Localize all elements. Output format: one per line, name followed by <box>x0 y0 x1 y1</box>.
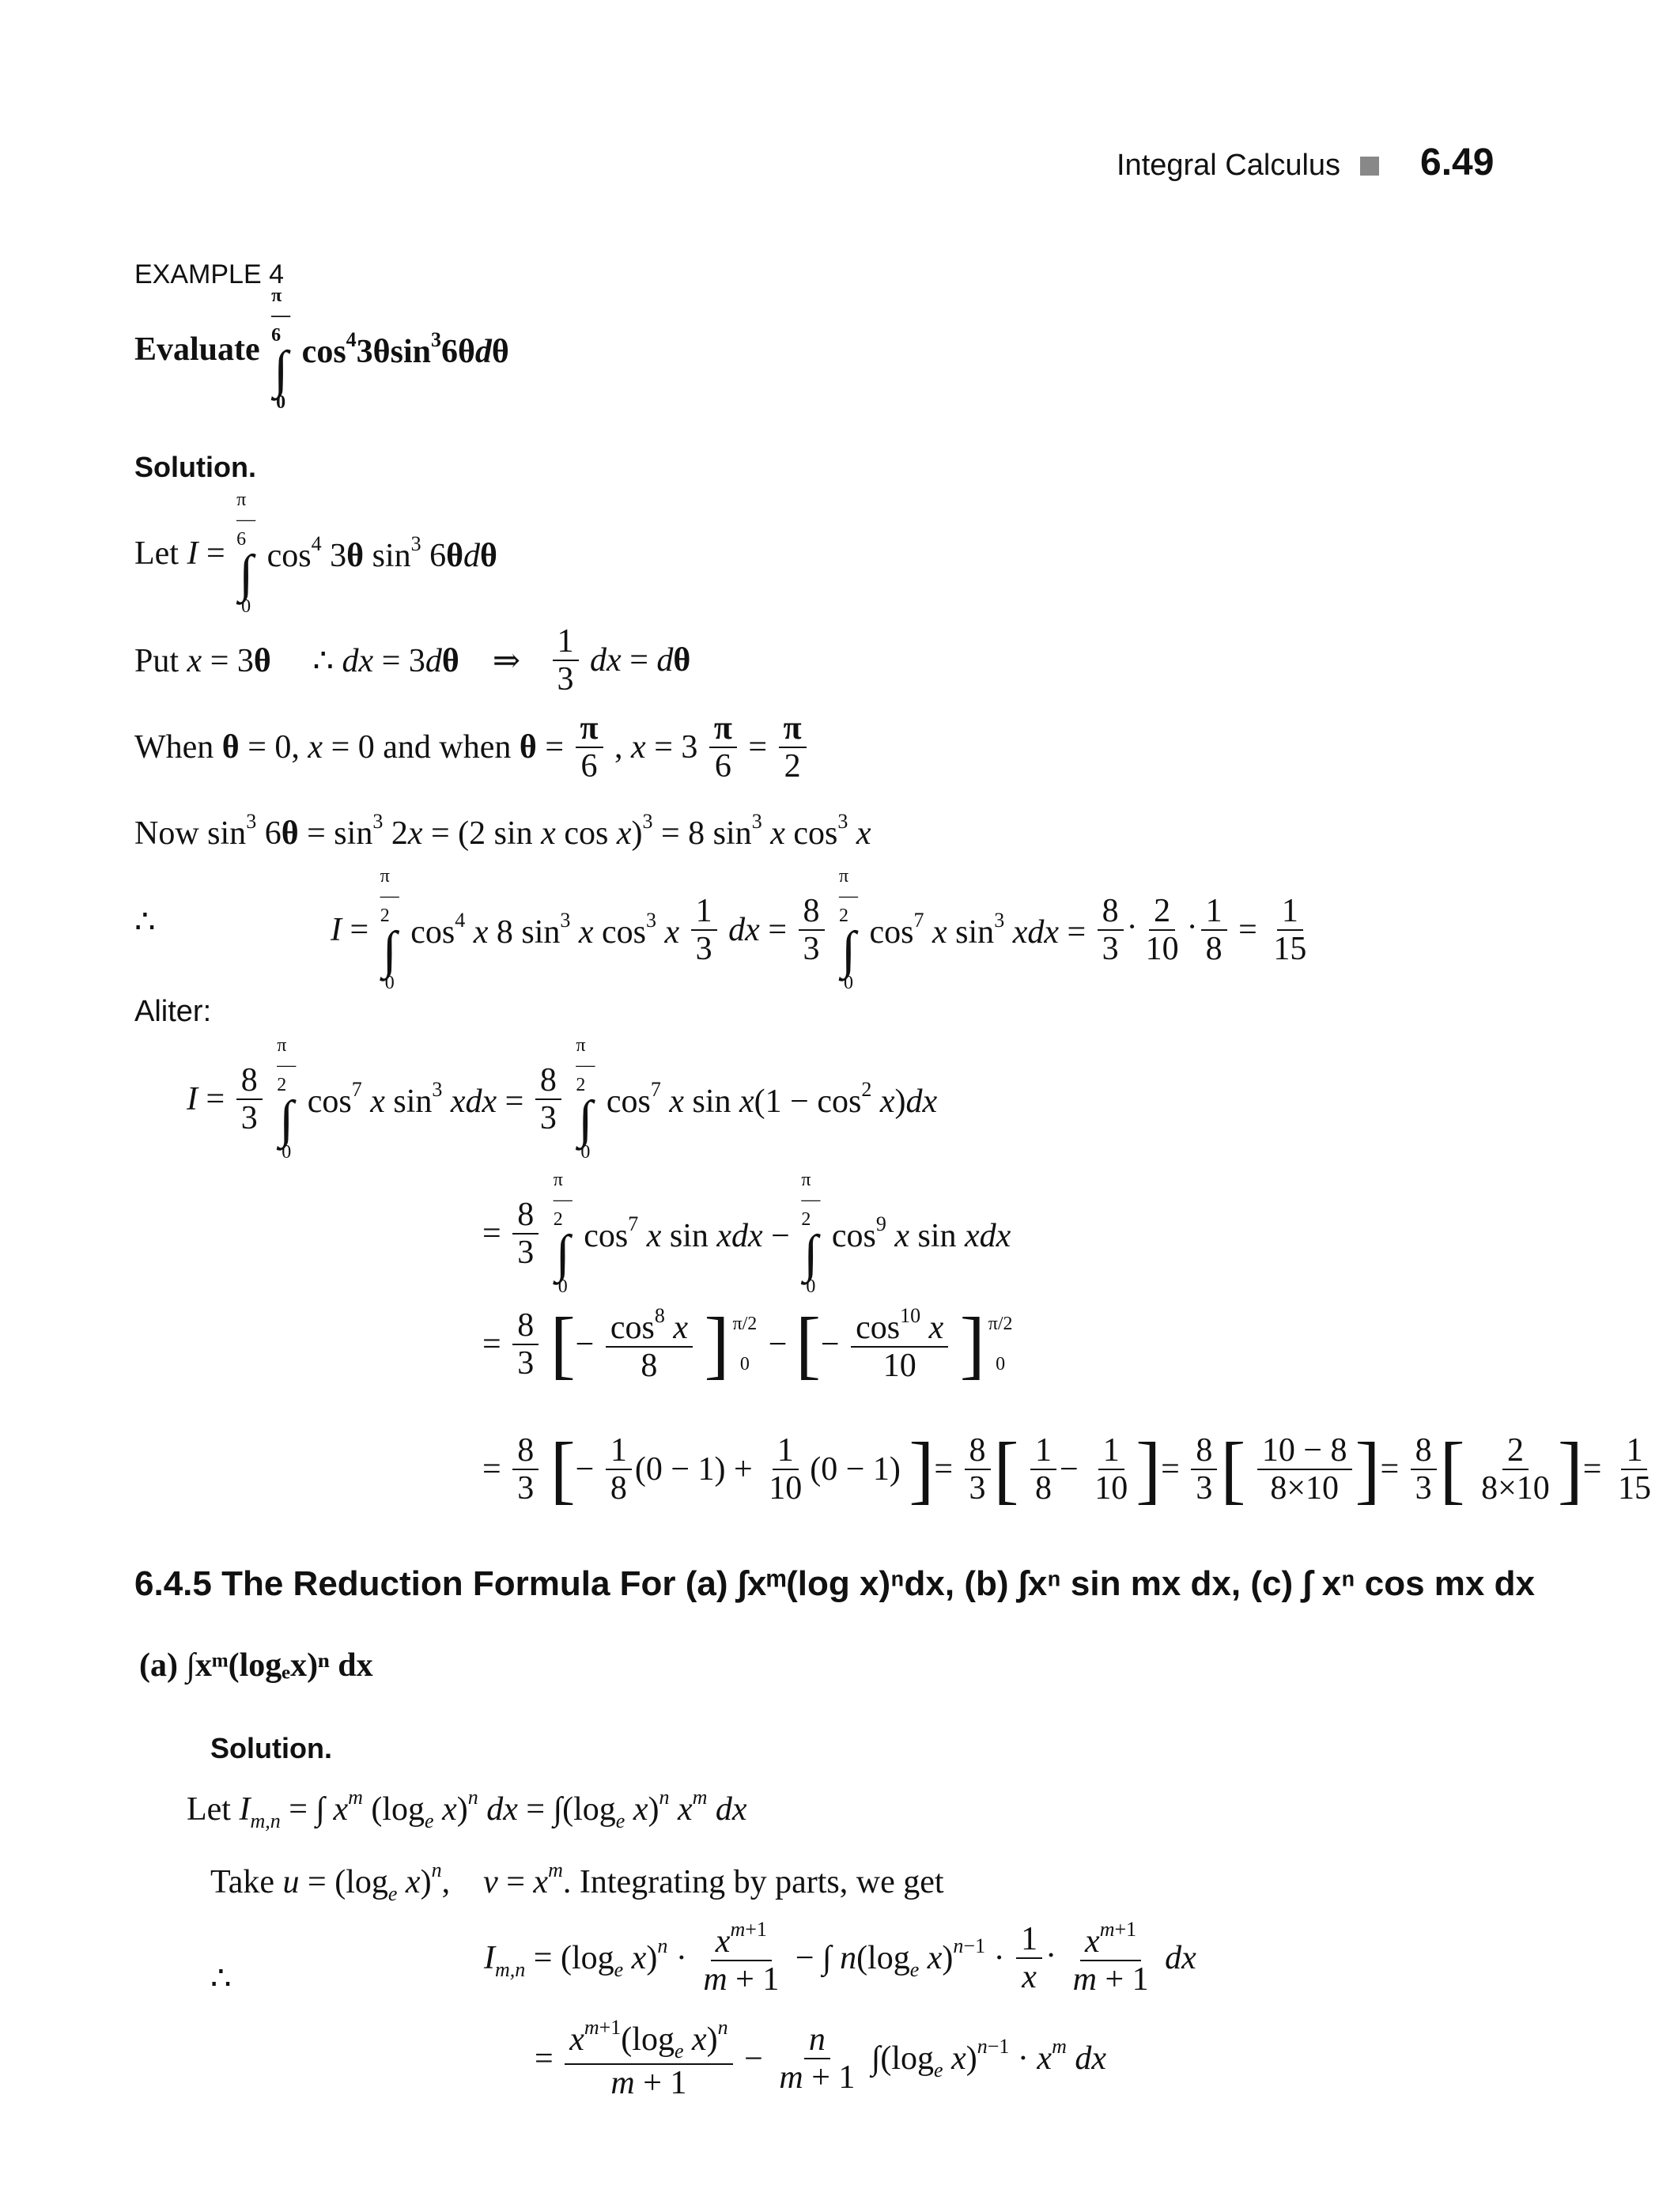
example-integrand: $\cos^43\theta\sin^36\theta d\theta$ <box>301 328 509 371</box>
now-equation: Now $\sin^3 6\theta = \sin^3 2x = (2$ sin x cos x)$^3$ = 8 $\sin^3 x$ $\cos^3 x$ <box>134 810 871 852</box>
running-title: Integral Calculus <box>1117 149 1341 182</box>
page-number: 6.49 <box>1420 142 1495 183</box>
example-label: EXAMPLE 4 <box>134 259 284 289</box>
put-equation: Put x = 3θ ∴ dx = 3dθ ⇒ $\frac{1}{3}$ dx = dθ <box>134 623 691 698</box>
example-integral-sign: π ― 6 ∫ 0 <box>271 285 291 413</box>
let-equation: Let I = π ― 6 ∫ 0 $\cos^4 3\theta$ $\sin^3 6\theta d\theta$ <box>134 490 497 617</box>
aliter-label: Aliter: <box>134 995 212 1028</box>
reduction-therefore-line: $I_{m,n} = (\log_e$ x)$^n$ · $\frac{x^{m+1}}{m + 1}$ − ∫ $n(\log_e$ x)$^{n-1}$ · $\frac{1}{x}$ · $\frac{x^{m+1}}{m + 1}$ dx <box>484 1918 1196 1998</box>
solution-label: Solution. <box>134 451 256 483</box>
header-square-icon <box>1360 157 1379 176</box>
aliter-line-1: I = $\frac{8}{3}$ π ― 2 ∫ 0 $\cos^7 x$ $\sin^3$ xdx = $\frac{8}{3}$ π ― 2 ∫ 0 $\cos^7 x$ $\sin x(1 - \cos^2 x)dx$ <box>187 1035 938 1163</box>
section-number: 6.4.5 <box>134 1564 212 1603</box>
part-a-heading: (a) ∫xᵐ(logₑx)ⁿ dx <box>139 1647 373 1684</box>
reduction-let-line: Let $I_{m,n}$ = ∫ $x^m$ ($\log_e$ x)$^n$ dx = $\int(\log_e$ x)$^n$ $x^m$ dx <box>187 1786 747 1832</box>
aliter-line-4: = $\frac{8}{3}$ [− $\frac{1}{8}$ (0 − 1) + $\frac{1}{10}$ (0 − 1) ]= $\frac{8}{3}$ [ $\frac{1}{8}$ − $\frac{1}{10}$ ]= $\frac{8}{3}$ [ $\frac{10 - 8}{8\times 10}$ ]= $\frac{8}{3}$ [ $\frac{2}{8\times 10}$ ]= $\frac{1}{15}$ <box>482 1427 1651 1511</box>
aliter-line-2: = $\frac{8}{3}$ π ― 2 ∫ 0 $\cos^7 x$ sin xdx − π ― 2 ∫ 0 $\cos^9 x$ sin xdx <box>482 1170 1011 1297</box>
reduction-take-line: Take $u = (\log_e$ x)$^n$, $v = x^m$. Integrating by parts, we get <box>210 1858 944 1905</box>
solution-b-label: Solution. <box>210 1732 332 1764</box>
reduction-final-line: = $\frac{x^{m+1}(\log_e x)^n}{m + 1}$ − $\frac{n}{m + 1}$ $\int(\log_e$ $x)^{n-1} \cdot x^m$ dx <box>535 2016 1107 2101</box>
example-statement <box>134 286 509 413</box>
aliter-line-3: = $\frac{8}{3}$ [− $\frac{\cos^8 x}{8}$ ] π/2 0 − [− $\frac{\cos^{10} x}{10}$ ] π/2 0 <box>482 1302 1013 1387</box>
therefore-symbol: ∴ <box>134 904 156 940</box>
when-equation: When θ = 0, x = 0 and when θ = $\frac{\pi}{6}$ , x = 3 $\frac{\pi}{6}$ = $\frac{\pi}{2}$ <box>134 710 810 785</box>
section-heading <box>134 1564 1535 1604</box>
therefore-equation: I = π ― 2 ∫ 0 $\cos^4 x$ 8 $\sin^3 x$ $\cos^3 x$ $\frac{1}{3}$ dx = $\frac{8}{3}$ π ― 2 ∫ 0 $\cos^7 x$ $\sin^3$ xdx = $\frac{8}{3}$ · $\frac{2}{10}$ · $\frac{1}{8}$ = $\frac{1}{15}$ <box>331 866 1307 993</box>
evaluate-word: Evaluate <box>134 331 260 369</box>
section-title: The Reduction Formula For (a) ∫xᵐ(log x)ⁿdx, (b) ∫xⁿ sin mx dx, (c) ∫ xⁿ cos mx dx <box>221 1564 1535 1603</box>
reduction-therefore-symbol: ∴ <box>210 1961 232 1997</box>
